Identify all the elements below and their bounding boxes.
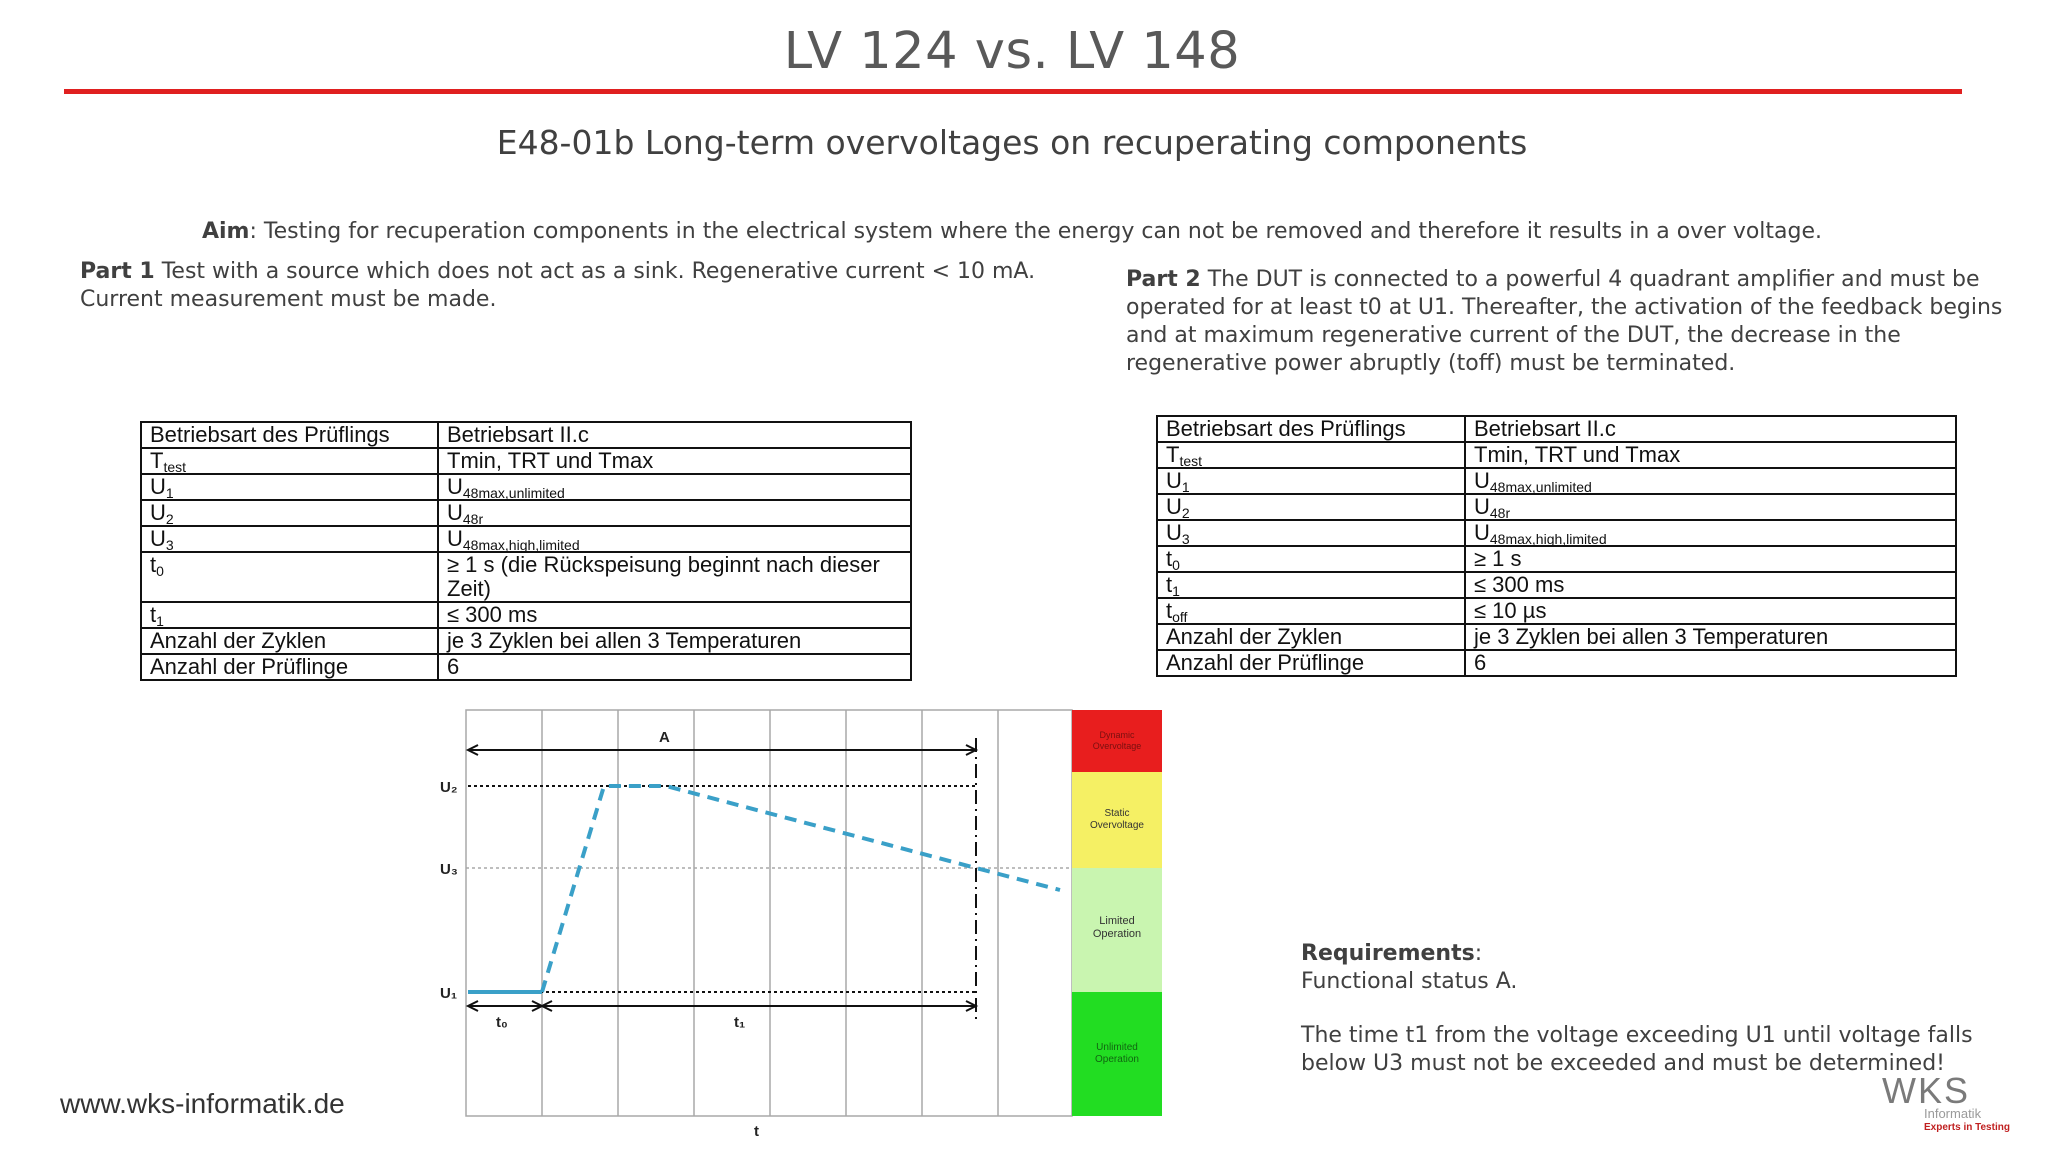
aim-paragraph — [0, 218, 2024, 246]
param-subscript: test — [163, 459, 187, 475]
table-row — [1157, 468, 1956, 494]
param-subscript: 3 — [165, 537, 174, 553]
param-text: U — [150, 474, 166, 499]
value-cell — [1465, 468, 1956, 494]
table-row — [1157, 442, 1956, 468]
wks-logo — [1880, 1068, 2020, 1138]
value-text: Betriebsart II.c — [1474, 416, 1616, 441]
aim-text: : Testing for recuperation components in the electrical system where the energy can not be removed and therefore it results in a over voltage. — [249, 219, 1823, 244]
param-text: Betriebsart des Prüflings — [150, 422, 390, 447]
param-cell — [1157, 468, 1465, 494]
zone-label-line: Static — [1104, 808, 1130, 819]
part2-parameter-table — [1156, 415, 1957, 677]
param-subscript: 3 — [1181, 531, 1190, 547]
table-row — [141, 422, 911, 448]
value-cell — [1465, 598, 1956, 624]
param-text: t — [1166, 572, 1173, 597]
value-cell — [1465, 494, 1956, 520]
title-divider — [64, 89, 1962, 94]
table-row — [1157, 416, 1956, 442]
value-cell — [1465, 442, 1956, 468]
param-subscript: 0 — [156, 563, 164, 579]
param-subscript: 2 — [1181, 505, 1190, 521]
param-cell — [141, 500, 438, 526]
value-cell — [1465, 546, 1956, 572]
dimension-lines — [468, 738, 976, 1020]
param-text: Anzahl der Prüflinge — [1166, 650, 1365, 675]
zone-label-line: Operation — [1092, 928, 1142, 941]
value-text: je 3 Zyklen bei allen 3 Temperaturen — [447, 628, 802, 653]
value-text: U — [1474, 520, 1490, 545]
param-subscript: 1 — [156, 613, 164, 629]
value-subscript: 48max,unlimited — [1489, 479, 1592, 495]
value-text: U — [1474, 468, 1490, 493]
param-text: t — [1166, 546, 1173, 571]
logo-main-text: WKS — [1882, 1070, 1971, 1111]
param-text: t — [150, 552, 157, 577]
param-text: Anzahl der Prüflinge — [150, 654, 349, 679]
param-cell — [1157, 442, 1465, 468]
part2-table-body — [1157, 416, 1956, 676]
param-cell — [1157, 546, 1465, 572]
param-cell — [1157, 572, 1465, 598]
value-cell — [438, 422, 911, 448]
param-text: Betriebsart des Prüflings — [1166, 416, 1406, 441]
param-text: U — [1166, 520, 1182, 545]
zone-label-line: Dynamic — [1099, 730, 1135, 740]
part1-text: Test with a source which does not act as a sink. Regenerative current < 10 mA. Current measurement must be made. — [80, 259, 1036, 312]
part1-label: Part 1 — [80, 259, 155, 284]
table-row — [141, 474, 911, 500]
value-text: 6 — [1474, 650, 1487, 675]
label-u1: U₁ — [440, 985, 458, 1002]
label-t0: t₀ — [496, 1014, 508, 1031]
diagram-labels — [440, 729, 759, 1140]
label-u2: U₂ — [440, 779, 458, 796]
value-cell — [438, 654, 911, 680]
value-cell — [438, 474, 911, 500]
value-text: je 3 Zyklen bei allen 3 Temperaturen — [1474, 624, 1829, 649]
param-text: t — [150, 602, 157, 627]
zone-label — [1095, 1042, 1139, 1065]
value-text: U — [1474, 494, 1490, 519]
zone-label-line: Unlimited — [1096, 1042, 1138, 1053]
value-text: Tmin, TRT und Tmax — [447, 448, 654, 473]
table-row — [1157, 494, 1956, 520]
value-text: ≥ 1 s (die Rückspeisung beginnt nach dieser Zeit) — [447, 552, 880, 601]
value-cell — [1465, 572, 1956, 598]
param-text: U — [1166, 468, 1182, 493]
param-subscript: off — [1172, 609, 1188, 625]
param-subscript: 0 — [1172, 557, 1180, 573]
requirements-status: Functional status A. — [1301, 969, 1518, 994]
param-cell — [141, 422, 438, 448]
value-text: Betriebsart II.c — [447, 422, 589, 447]
zone-label — [1093, 915, 1141, 940]
param-cell — [141, 448, 438, 474]
table-row — [141, 500, 911, 526]
recuperation-ramp — [542, 786, 1060, 992]
voltage-signal — [468, 786, 1060, 992]
label-a: A — [659, 729, 670, 746]
param-cell — [141, 552, 438, 602]
zone-label-line: Limited — [1099, 915, 1135, 927]
value-subscript: 48r — [462, 511, 484, 527]
part2-label: Part 2 — [1126, 267, 1201, 292]
param-subscript: test — [1179, 453, 1203, 469]
param-text: Anzahl der Zyklen — [1166, 624, 1343, 649]
requirements-block: Requirements: Functional status A. The time t1 from the voltage exceeding U1 until voltage falls below U3 must not be exceeded and must be determined! — [1301, 940, 2001, 1078]
value-cell — [1465, 650, 1956, 676]
website-link[interactable]: www.wks-informatik.de — [60, 1088, 345, 1119]
value-subscript: 48max,high,limited — [462, 537, 580, 553]
table-row — [1157, 650, 1956, 676]
param-subscript: 2 — [165, 511, 174, 527]
zone-label-line: Overvoltage — [1092, 740, 1142, 751]
page-subtitle: E48-01b Long-term overvoltages on recuperating components — [496, 123, 1528, 162]
table-row — [1157, 572, 1956, 598]
table-row — [1157, 598, 1956, 624]
param-cell — [141, 628, 438, 654]
value-text: ≤ 300 ms — [447, 602, 538, 627]
requirements-label: Requirements — [1301, 941, 1475, 966]
param-subscript: 1 — [165, 485, 174, 501]
table-row — [1157, 624, 1956, 650]
table-row — [141, 526, 911, 552]
value-text: ≥ 1 s — [1474, 546, 1522, 571]
value-cell — [438, 500, 911, 526]
param-text: U — [1166, 494, 1182, 519]
label-u3: U₃ — [440, 861, 458, 878]
diagram-grid — [466, 710, 1072, 1116]
table-row — [141, 552, 911, 602]
value-text: ≤ 300 ms — [1474, 572, 1565, 597]
param-subscript: 1 — [1172, 583, 1180, 599]
param-text: U — [150, 526, 166, 551]
value-subscript: 48max,high,limited — [1489, 531, 1607, 547]
value-subscript: 48r — [1489, 505, 1511, 521]
value-text: U — [447, 500, 463, 525]
param-cell — [1157, 494, 1465, 520]
zone-label-line: Overvoltage — [1090, 820, 1144, 831]
zone-label-line: Operation — [1095, 1054, 1139, 1065]
logo-tag-text: Experts in Testing — [1924, 1122, 2010, 1133]
aim-label: Aim — [201, 219, 250, 244]
overvoltage-timing-diagram — [428, 702, 1168, 1142]
part1-table-body — [141, 422, 911, 680]
part1-paragraph — [80, 258, 1060, 314]
label-t-axis: t — [754, 1123, 759, 1140]
param-text: Anzahl der Zyklen — [150, 628, 327, 653]
table-row — [141, 654, 911, 680]
value-cell — [438, 602, 911, 628]
param-cell — [1157, 520, 1465, 546]
param-text: t — [1166, 598, 1173, 623]
part2-text: The DUT is connected to a powerful 4 quadrant amplifier and must be operated for at least t0 at U1. Thereafter, the activation of the feedback begins and at maximum regenerative current of the DUT, the decrease in the regenerative power abruptly (toff) must be terminated. — [1126, 267, 2003, 376]
value-cell — [1465, 416, 1956, 442]
diagram-frame — [466, 710, 1072, 1116]
value-text: U — [447, 474, 463, 499]
label-t1: t₁ — [734, 1014, 746, 1031]
value-text: 6 — [447, 654, 460, 679]
param-cell — [141, 474, 438, 500]
value-text: ≤ 10 µs — [1474, 598, 1547, 623]
param-cell — [1157, 624, 1465, 650]
value-cell — [438, 526, 911, 552]
table-row — [1157, 520, 1956, 546]
value-text: U — [447, 526, 463, 551]
value-cell — [1465, 520, 1956, 546]
part1-parameter-table — [140, 421, 912, 681]
param-subscript: 1 — [1181, 479, 1190, 495]
zone-label — [1093, 730, 1142, 751]
page-title: LV 124 vs. LV 148 — [783, 22, 1241, 81]
table-row — [1157, 546, 1956, 572]
value-cell — [438, 628, 911, 654]
value-cell — [1465, 624, 1956, 650]
value-subscript: 48max,unlimited — [462, 485, 565, 501]
table-row — [141, 628, 911, 654]
table-row — [141, 448, 911, 474]
part2-paragraph — [1126, 266, 2006, 378]
param-text: T — [150, 448, 164, 473]
requirements-text: The time t1 from the voltage exceeding U1 until voltage falls below U3 must not be exceeded and must be determined! — [1301, 1023, 1973, 1076]
value-cell — [438, 448, 911, 474]
zone-bands — [1072, 710, 1162, 1116]
param-cell — [1157, 650, 1465, 676]
param-cell — [1157, 416, 1465, 442]
table-row — [141, 602, 911, 628]
value-text: Tmin, TRT und Tmax — [1474, 442, 1681, 467]
param-cell — [1157, 598, 1465, 624]
param-cell — [141, 526, 438, 552]
param-cell — [141, 654, 438, 680]
value-cell — [438, 552, 911, 602]
param-cell — [141, 602, 438, 628]
logo-sub-text: Informatik — [1924, 1106, 1982, 1121]
param-text: U — [150, 500, 166, 525]
param-text: T — [1166, 442, 1180, 467]
